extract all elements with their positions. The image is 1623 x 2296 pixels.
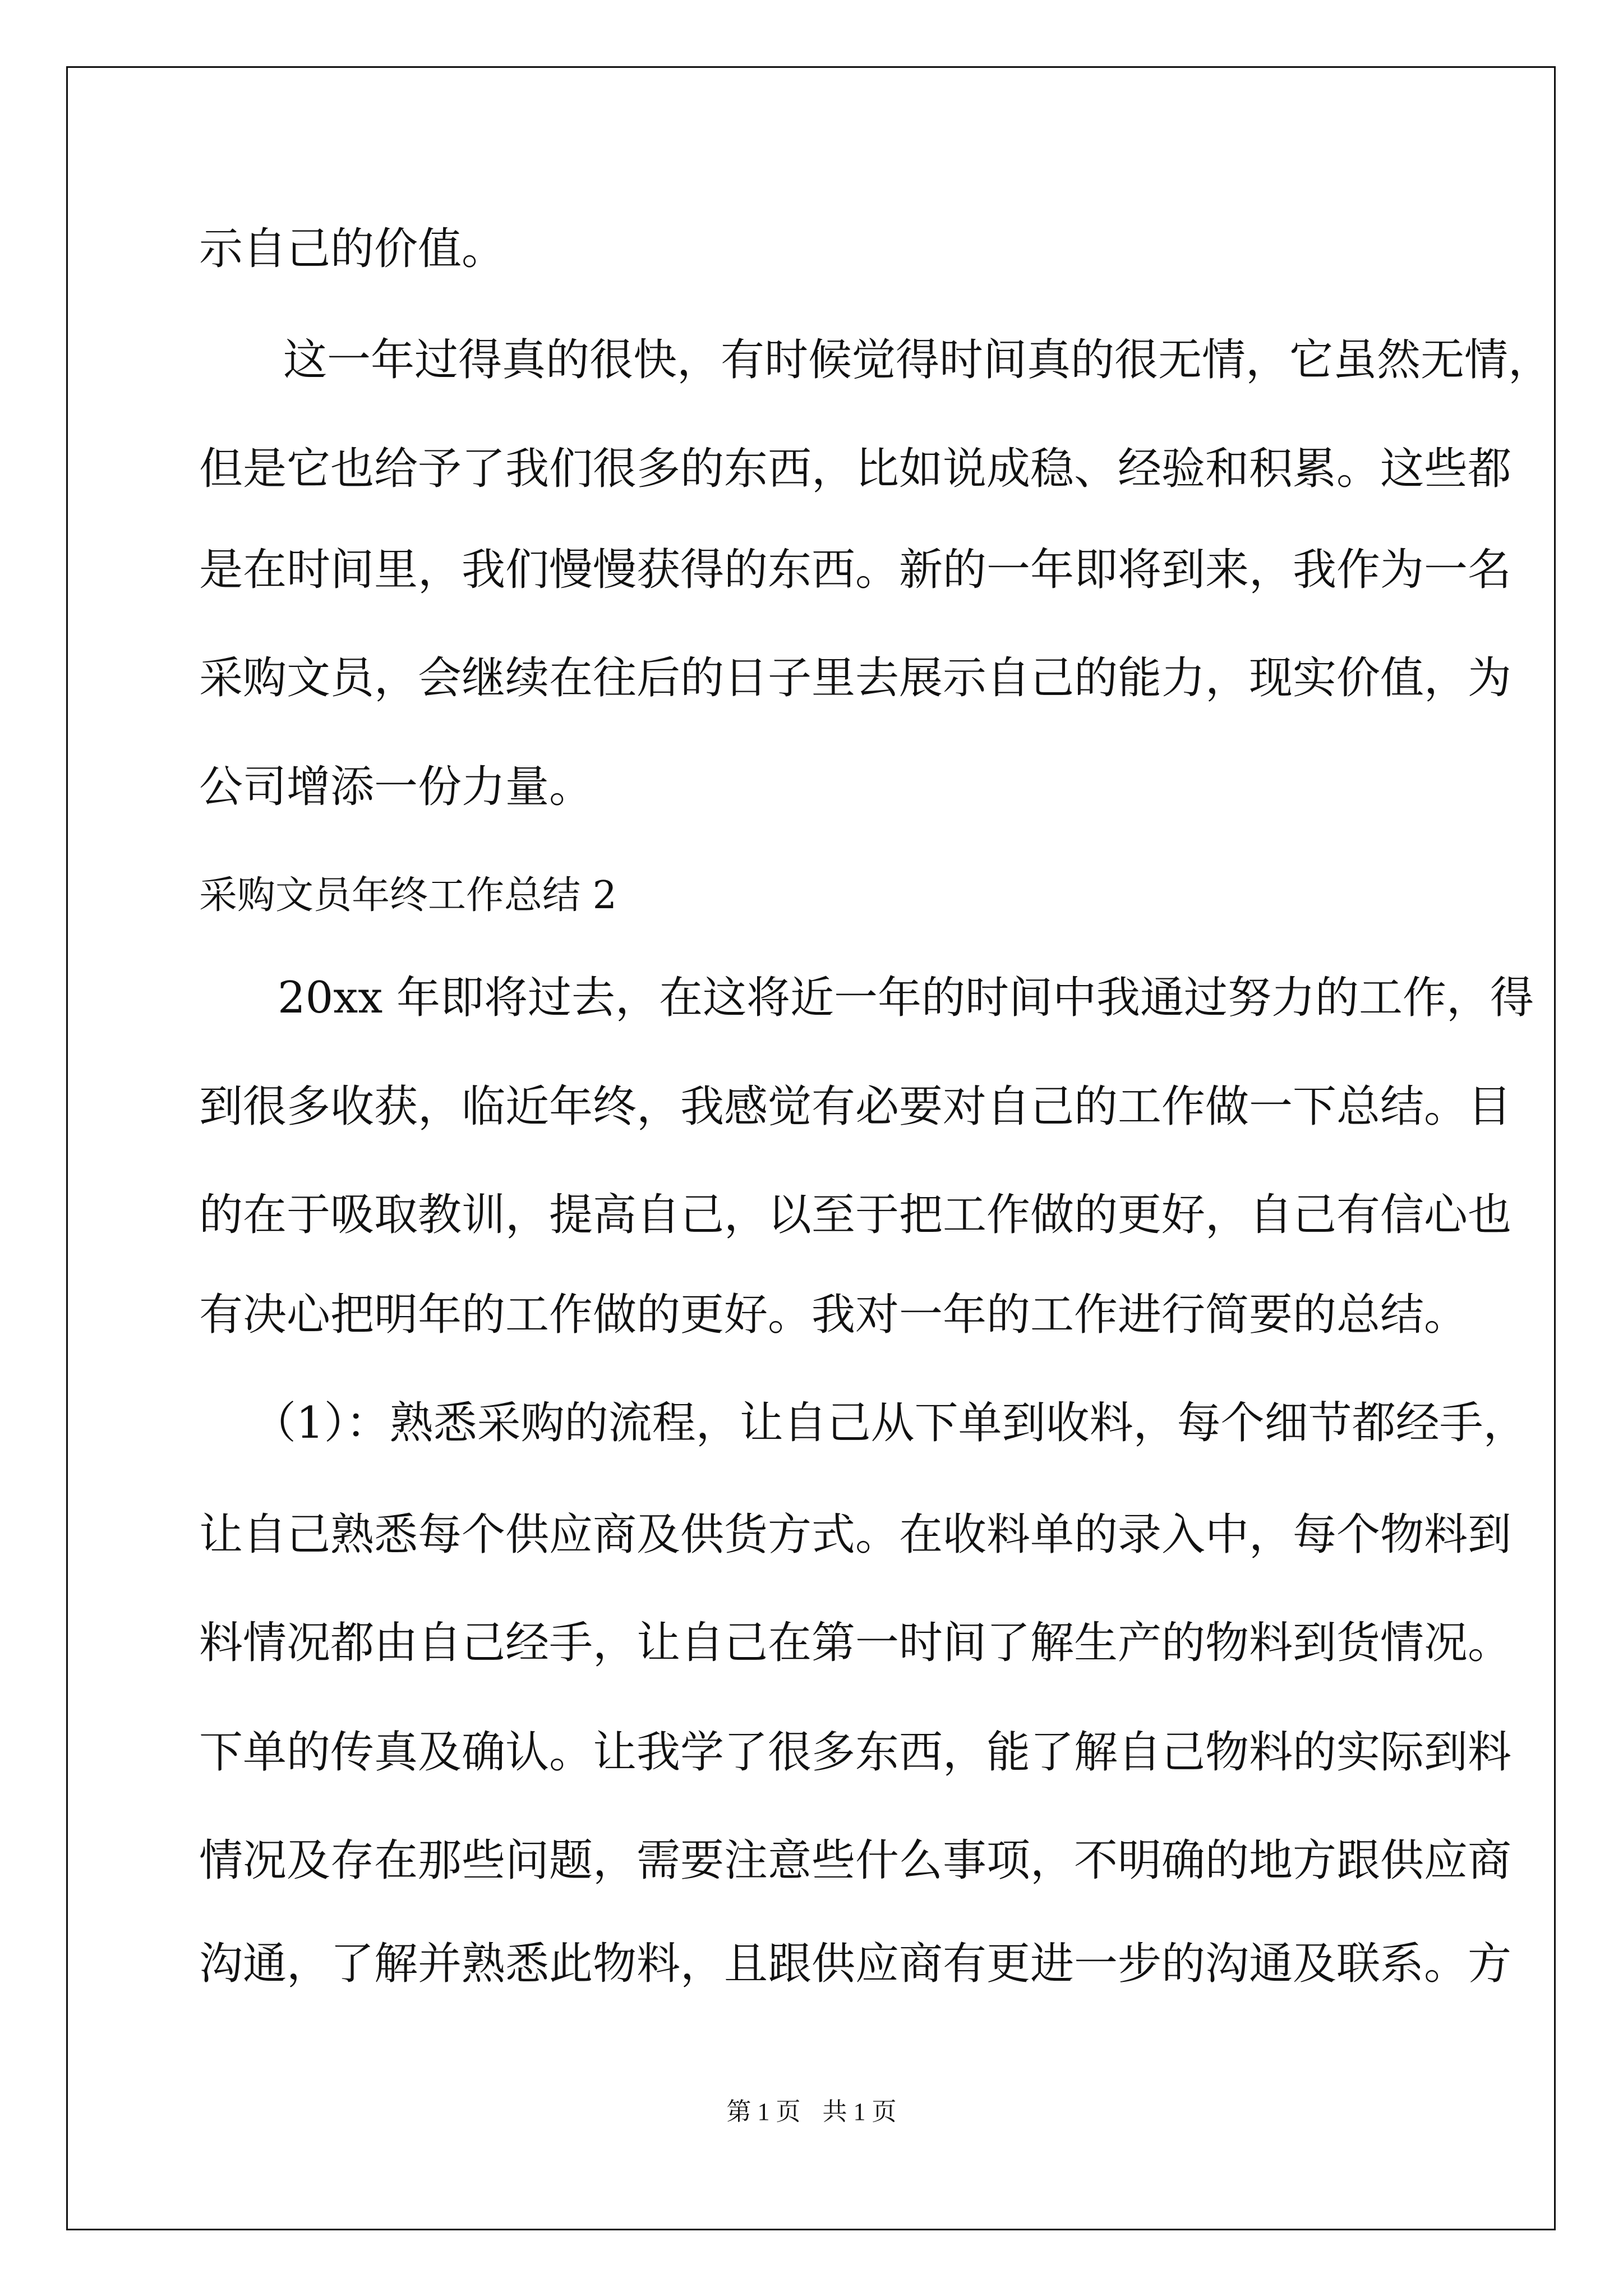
body-line-14: 料情况都由自己经手，让自己在第一时间了解生产的物料到货情况。 bbox=[199, 1618, 1512, 1668]
body-line-11: 有决心把明年的工作做的更好。我对一年的工作进行简要的总结。 bbox=[199, 1290, 1468, 1340]
total-pages-label: 共 1 页 bbox=[822, 2098, 897, 2125]
body-line-12: （1）：熟悉采购的流程，让自己从下单到收料，每个细节都经手， bbox=[252, 1398, 1527, 1448]
body-line-10: 的在于吸取教训，提高自己，以至于把工作做的更好，自己有信心也 bbox=[199, 1190, 1512, 1240]
body-line-5: 采购文员，会继续在往后的日子里去展示自己的能力，现实价值，为 bbox=[199, 653, 1512, 703]
body-line-1: 示自己的价值。 bbox=[199, 224, 506, 274]
page-border bbox=[66, 66, 1556, 2230]
body-line-8: 20xx 年即将过去，在这将近一年的时间中我通过努力的工作，得 bbox=[278, 973, 1534, 1023]
page-footer bbox=[0, 2091, 1623, 2127]
body-line-6: 公司增添一份力量。 bbox=[199, 762, 593, 812]
body-line-9: 到很多收获，临近年终，我感觉有必要对自己的工作做一下总结。目 bbox=[199, 1082, 1512, 1132]
body-line-3: 但是它也给予了我们很多的东西，比如说成稳、经验和积累。这些都 bbox=[199, 444, 1512, 494]
body-line-15: 下单的传真及确认。让我学了很多东西，能了解自己物料的实际到料 bbox=[199, 1727, 1512, 1778]
body-line-16: 情况及存在那些问题，需要注意些什么事项，不明确的地方跟供应商 bbox=[199, 1835, 1512, 1886]
page-number-label: 第 1 页 bbox=[726, 2098, 801, 2125]
body-line-13: 让自己熟悉每个供应商及供货方式。在收料单的录入中，每个物料到 bbox=[199, 1510, 1512, 1560]
body-line-4: 是在时间里，我们慢慢获得的东西。新的一年即将到来，我作为一名 bbox=[199, 545, 1512, 595]
body-line-17: 沟通，了解并熟悉此物料，且跟供应商有更进一步的沟通及联系。方 bbox=[199, 1939, 1512, 1989]
body-line-2: 这一年过得真的很快，有时候觉得时间真的很无情，它虽然无情， bbox=[283, 335, 1552, 385]
section-heading: 采购文员年终工作总结 2 bbox=[199, 873, 617, 918]
